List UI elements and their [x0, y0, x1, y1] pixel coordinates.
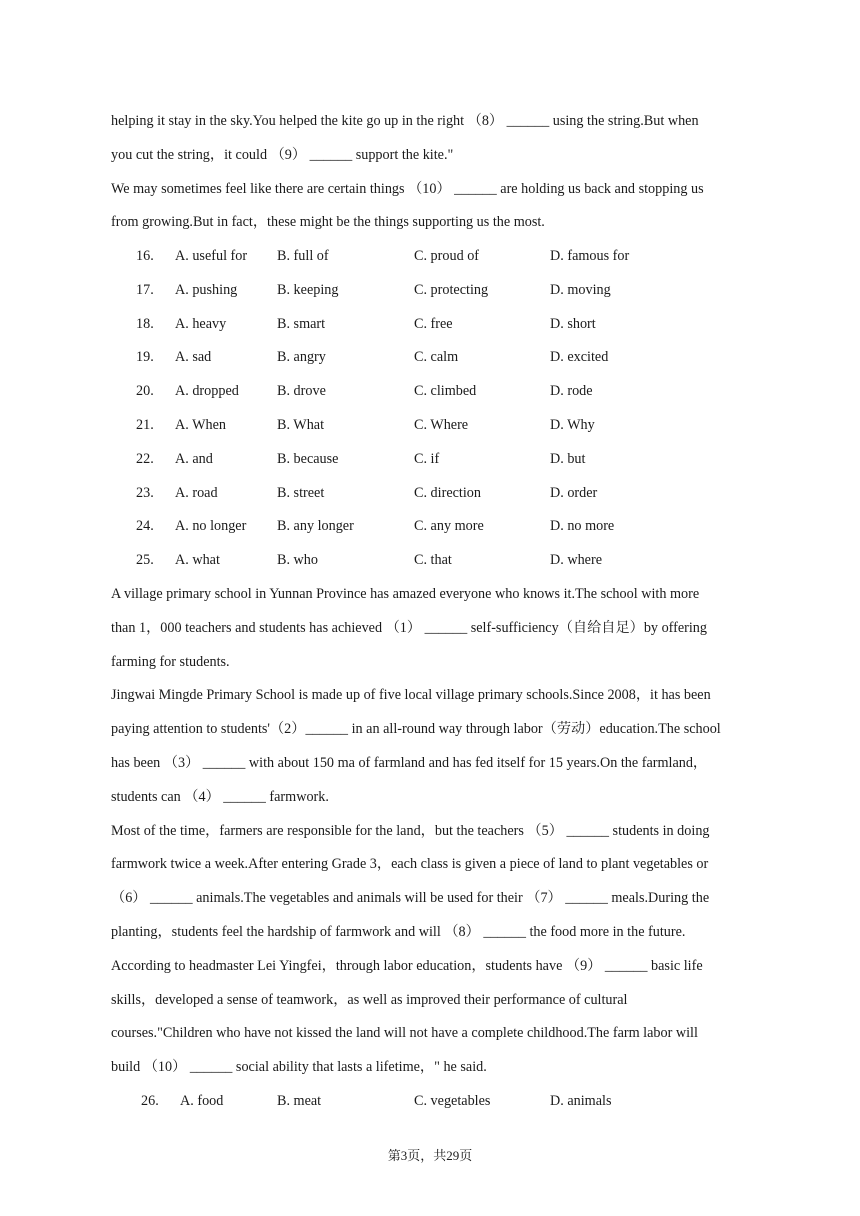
- passage-line: （6） ______ animals.The vegetables and animals will be used for their （7） ______ meals.During the: [111, 890, 710, 907]
- question-options-16-25: [111, 240, 751, 578]
- question-row: [111, 240, 751, 274]
- option-d: D. moving: [550, 281, 611, 298]
- passage-line: paying attention to students'（2）______ in an all-round way through labor（劳动）education.The school: [111, 721, 721, 738]
- option-c: C. climbed: [414, 383, 477, 400]
- question-row: [111, 274, 751, 308]
- option-d: D. short: [550, 315, 596, 332]
- option-c: C. any more: [414, 518, 484, 535]
- question-options-26: [111, 1085, 751, 1119]
- question-number: 23.: [136, 484, 154, 501]
- question-number: 25.: [136, 552, 154, 569]
- option-d: D. animals: [550, 1093, 612, 1109]
- option-a: A. road: [175, 484, 218, 501]
- option-c: C. direction: [414, 484, 481, 501]
- question-row: [111, 1085, 751, 1119]
- page-footer: 第3页，共29页: [387, 1148, 473, 1163]
- passage-line: farmwork twice a week.After entering Grade 3，each class is given a piece of land to plant vegetables or: [111, 856, 709, 873]
- question-row: [111, 375, 751, 409]
- option-c: C. calm: [414, 349, 459, 366]
- passage-line: build （10） ______ social ability that lasts a lifetime，" he said.: [111, 1059, 487, 1076]
- question-row: [111, 477, 751, 511]
- option-d: D. where: [550, 552, 602, 569]
- question-number: 16.: [136, 248, 154, 264]
- passage-line: you cut the string，it could （9） ______ support the kite.": [111, 146, 454, 163]
- option-d: D. but: [550, 450, 586, 467]
- option-d: D. famous for: [550, 248, 630, 264]
- passage-line: planting，students feel the hardship of farmwork and will （8） ______ the food more in the future.: [111, 923, 686, 940]
- option-a: A. dropped: [175, 383, 239, 400]
- question-row: [111, 341, 751, 375]
- option-c: C. vegetables: [414, 1093, 491, 1109]
- question-row: [111, 510, 751, 544]
- passage-line: from growing.But in fact，these might be the things supporting us the most.: [111, 214, 545, 231]
- option-b: B. full of: [277, 248, 329, 264]
- passage-line: helping it stay in the sky.You helped the kite go up in the right （8） ______ using the string.But when: [111, 113, 699, 129]
- option-c: C. Where: [414, 416, 469, 433]
- passage-line: According to headmaster Lei Yingfei，through labor education，students have （9） ______ basic life: [111, 957, 703, 974]
- option-b: B. drove: [277, 383, 326, 400]
- option-b: B. meat: [277, 1093, 322, 1109]
- option-d: D. excited: [550, 349, 609, 366]
- option-b: B. street: [277, 484, 325, 501]
- option-a: A. useful for: [175, 248, 248, 264]
- option-a: A. pushing: [175, 281, 238, 298]
- option-b: B. angry: [277, 349, 326, 366]
- option-b: B. smart: [277, 315, 326, 332]
- passage-school: [111, 578, 751, 1085]
- option-c: C. free: [414, 315, 453, 332]
- question-number: 26.: [141, 1093, 159, 1109]
- option-c: C. proud of: [414, 248, 480, 264]
- option-a: A. When: [175, 416, 226, 433]
- option-a: A. what: [175, 552, 220, 569]
- passage-line: Most of the time，farmers are responsible for the land，but the teachers （5） ______ students in doing: [111, 822, 710, 839]
- option-a: A. heavy: [175, 315, 227, 332]
- option-c: C. if: [414, 450, 440, 467]
- option-b: B. who: [277, 552, 318, 569]
- option-a: A. sad: [175, 349, 212, 366]
- passage-line: courses."Children who have not kissed the land will not have a complete childhood.The farm labor will: [111, 1025, 698, 1042]
- question-row: [111, 544, 751, 578]
- question-number: 22.: [136, 450, 154, 467]
- question-number: 20.: [136, 383, 154, 400]
- passage-line: farming for students.: [111, 653, 230, 670]
- option-d: D. no more: [550, 518, 615, 535]
- question-row: [111, 409, 751, 443]
- option-d: D. Why: [550, 416, 595, 433]
- passage-line: students can （4） ______ farmwork.: [111, 788, 329, 805]
- option-a: A. and: [175, 450, 213, 467]
- passage-line: skills，developed a sense of teamwork，as well as improved their performance of cultural: [111, 991, 628, 1008]
- question-number: 21.: [136, 416, 154, 433]
- passage-line: We may sometimes feel like there are certain things （10） ______ are holding us back and stopping us: [111, 180, 704, 197]
- option-d: D. order: [550, 484, 598, 501]
- option-b: B. keeping: [277, 281, 339, 298]
- option-b: B. because: [277, 450, 339, 467]
- passage-continuation: [111, 105, 751, 240]
- question-row: [111, 308, 751, 342]
- option-d: D. rode: [550, 383, 593, 400]
- question-number: 17.: [136, 281, 154, 298]
- option-b: B. What: [277, 416, 325, 433]
- option-c: C. that: [414, 552, 452, 569]
- option-a: A. food: [180, 1093, 224, 1109]
- passage-line: than 1，000 teachers and students has achieved （1） ______ self-sufficiency（自给自足）by offering: [111, 619, 707, 636]
- question-number: 24.: [136, 518, 154, 535]
- passage-line: A village primary school in Yunnan Province has amazed everyone who knows it.The school with more: [111, 586, 700, 602]
- question-number: 18.: [136, 315, 154, 332]
- passage-line: has been （3） ______ with about 150 ma of farmland and has fed itself for 15 years.On the farmland，: [111, 754, 708, 771]
- question-number: 19.: [136, 349, 154, 366]
- option-a: A. no longer: [175, 518, 247, 535]
- option-c: C. protecting: [414, 281, 489, 298]
- passage-line: Jingwai Mingde Primary School is made up of five local village primary schools.Since 2008，it has been: [111, 687, 711, 704]
- option-b: B. any longer: [277, 518, 354, 535]
- question-row: [111, 443, 751, 477]
